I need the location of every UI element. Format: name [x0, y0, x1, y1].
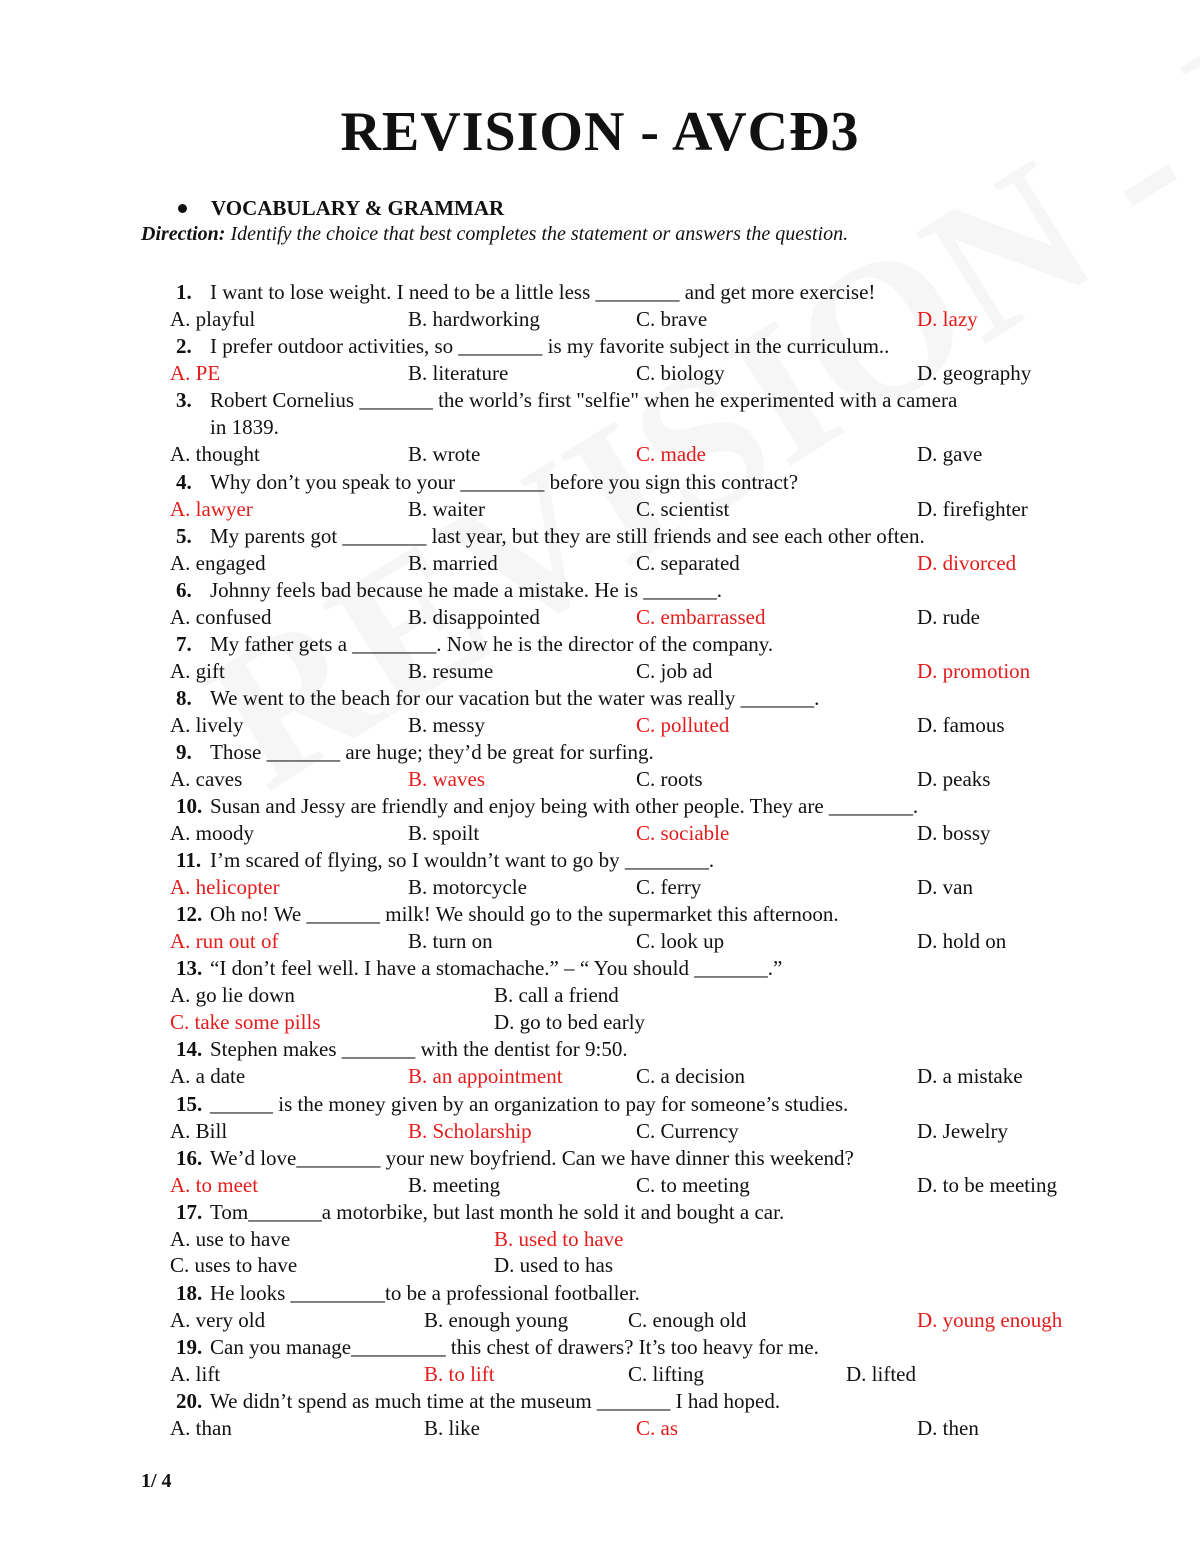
page-number: 1/ 4 — [141, 1470, 172, 1492]
option-b: B. spoilt — [408, 821, 480, 845]
question-number: 14. — [176, 1037, 203, 1061]
option-c-correct: C. as — [636, 1416, 678, 1440]
question-number: 12. — [176, 902, 203, 926]
option-c: C. scientist — [636, 497, 730, 521]
option-a: A. engaged — [170, 551, 266, 575]
question-text: Why don’t you speak to your ________ before you sign this contract? — [210, 470, 799, 494]
question-text: Oh no! We _______ milk! We should go to the supermarket this afternoon. — [210, 902, 839, 926]
question-number: 20. — [176, 1389, 203, 1413]
option-b-correct: B. Scholarship — [408, 1119, 532, 1143]
question-number: 13. — [176, 956, 203, 980]
option-c: C. to meeting — [636, 1173, 750, 1197]
question-text: We didn’t spend as much time at the museum _______ I had hoped. — [210, 1389, 781, 1413]
question-number: 19. — [176, 1335, 203, 1359]
option-d: D. famous — [917, 713, 1005, 737]
option-c: C. ferry — [636, 875, 702, 899]
question-text-continued: in 1839. — [210, 415, 279, 439]
option-d-correct: D. lazy — [917, 307, 978, 331]
option-a: A. go lie down — [170, 983, 295, 1007]
option-d: D. hold on — [917, 929, 1007, 953]
question-text: My father gets a ________. Now he is the director of the company. — [210, 632, 774, 656]
question-text: Can you manage_________ this chest of drawers? It’s too heavy for me. — [210, 1335, 819, 1359]
question-text: Tom_______a motorbike, but last month he sold it and bought a car. — [210, 1200, 785, 1224]
question-text: We’d love________ your new boyfriend. Can we have dinner this weekend? — [210, 1146, 854, 1170]
option-a-correct: A. to meet — [170, 1173, 259, 1197]
question-text: Those _______ are huge; they’d be great for surfing. — [210, 740, 654, 764]
option-d: D. gave — [917, 442, 983, 466]
option-d: D. used to has — [494, 1253, 613, 1277]
option-b-correct: B. to lift — [424, 1362, 495, 1386]
option-d-correct: D. promotion — [917, 659, 1031, 683]
option-d-correct: D. divorced — [917, 551, 1017, 575]
option-c: C. enough old — [628, 1308, 747, 1332]
option-c-correct: C. take some pills — [170, 1010, 321, 1034]
option-c-correct: C. sociable — [636, 821, 730, 845]
option-d: D. lifted — [846, 1362, 916, 1386]
question-number: 6. — [176, 578, 192, 602]
question-number: 15. — [176, 1092, 203, 1116]
option-d: D. then — [917, 1416, 979, 1440]
option-b: B. motorcycle — [408, 875, 527, 899]
question-number: 16. — [176, 1146, 203, 1170]
option-b: B. disappointed — [408, 605, 540, 629]
option-b: B. resume — [408, 659, 494, 683]
question-text: My parents got ________ last year, but they are still friends and see each other often. — [210, 524, 925, 548]
option-a: A. lift — [170, 1362, 221, 1386]
option-a-correct: A. helicopter — [170, 875, 280, 899]
question-number: 10. — [176, 794, 203, 818]
question-text: He looks _________to be a professional footballer. — [210, 1281, 640, 1305]
option-c: C. lifting — [628, 1362, 704, 1386]
option-b: B. like — [424, 1416, 480, 1440]
option-a: A. a date — [170, 1064, 246, 1088]
option-d: D. peaks — [917, 767, 991, 791]
option-a: A. Bill — [170, 1119, 228, 1143]
option-b: B. call a friend — [494, 983, 619, 1007]
option-a: A. than — [170, 1416, 232, 1440]
option-a-correct: A. lawyer — [170, 497, 253, 521]
option-c-correct: C. made — [636, 442, 706, 466]
option-a-correct: A. PE — [170, 361, 221, 385]
option-b: B. turn on — [408, 929, 493, 953]
question-text: Robert Cornelius _______ the world’s first "selfie" when he experimented with a camera — [210, 388, 958, 412]
option-d: D. bossy — [917, 821, 991, 845]
option-b: B. meeting — [408, 1173, 501, 1197]
question-number: 18. — [176, 1281, 203, 1305]
question-text: ______ is the money given by an organization to pay for someone’s studies. — [210, 1092, 849, 1116]
option-c: C. Currency — [636, 1119, 739, 1143]
option-b: B. waiter — [408, 497, 485, 521]
question-number: 8. — [176, 686, 192, 710]
option-b: B. married — [408, 551, 498, 575]
bullet-icon — [178, 204, 187, 213]
option-b: B. hardworking — [408, 307, 540, 331]
option-c: C. job ad — [636, 659, 713, 683]
question-number: 3. — [176, 388, 192, 412]
option-d: D. go to bed early — [494, 1010, 646, 1034]
option-a: A. caves — [170, 767, 243, 791]
question-number: 11. — [176, 848, 202, 872]
option-c: C. uses to have — [170, 1253, 298, 1277]
option-d: D. a mistake — [917, 1064, 1023, 1088]
direction — [141, 223, 848, 246]
question-number: 17. — [176, 1200, 203, 1224]
section-title: VOCABULARY & GRAMMAR — [211, 196, 505, 220]
question-text: We went to the beach for our vacation but the water was really _______. — [210, 686, 820, 710]
question-number: 1. — [176, 280, 192, 304]
option-a: A. very old — [170, 1308, 266, 1332]
option-a: A. thought — [170, 442, 260, 466]
option-b-correct: B. used to have — [494, 1227, 624, 1251]
question-text: I want to lose weight. I need to be a little less ________ and get more exercise! — [210, 280, 876, 304]
direction-label: Direction: — [141, 223, 226, 245]
direction-text: Identify the choice that best completes the statement or answers the question. — [225, 223, 849, 245]
option-d: D. geography — [917, 361, 1032, 385]
question-text: “I don’t feel well. I have a stomachache.” – “ You should _______.” — [210, 956, 783, 980]
option-a: A. gift — [170, 659, 225, 683]
question-number: 9. — [176, 740, 192, 764]
option-a: A. playful — [170, 307, 256, 331]
option-c: C. a decision — [636, 1064, 746, 1088]
option-d: D. van — [917, 875, 973, 899]
option-b-correct: B. waves — [408, 767, 485, 791]
option-d: D. firefighter — [917, 497, 1028, 521]
option-b: B. enough young — [424, 1308, 569, 1332]
option-c-correct: C. embarrassed — [636, 605, 766, 629]
option-b-correct: B. an appointment — [408, 1064, 563, 1088]
option-b: B. literature — [408, 361, 509, 385]
question-text: Susan and Jessy are friendly and enjoy being with other people. They are ________. — [210, 794, 919, 818]
option-a: A. lively — [170, 713, 244, 737]
question-text: Stephen makes _______ with the dentist for 9:50. — [210, 1037, 628, 1061]
option-c: C. biology — [636, 361, 725, 385]
option-b: B. messy — [408, 713, 486, 737]
option-a: A. moody — [170, 821, 254, 845]
section-heading — [178, 196, 504, 221]
option-d: D. Jewelry — [917, 1119, 1008, 1143]
question-number: 7. — [176, 632, 192, 656]
option-c: C. roots — [636, 767, 703, 791]
option-d: D. to be meeting — [917, 1173, 1057, 1197]
option-b: B. wrote — [408, 442, 481, 466]
question-number: 2. — [176, 334, 192, 358]
question-text: I prefer outdoor activities, so ________ is my favorite subject in the curriculum.. — [210, 334, 890, 358]
option-c: C. look up — [636, 929, 725, 953]
option-c-correct: C. polluted — [636, 713, 730, 737]
option-a-correct: A. run out of — [170, 929, 279, 953]
option-d-correct: D. young enough — [917, 1308, 1063, 1332]
option-a: A. use to have — [170, 1227, 291, 1251]
question-text: I’m scared of flying, so I wouldn’t want to go by ________. — [210, 848, 715, 872]
page-title: REVISION - AVCĐ3 — [340, 101, 860, 163]
question-number: 5. — [176, 524, 192, 548]
option-a: A. confused — [170, 605, 272, 629]
question-number: 4. — [176, 470, 192, 494]
option-c: C. separated — [636, 551, 740, 575]
option-d: D. rude — [917, 605, 980, 629]
question-text: Johnny feels bad because he made a mistake. He is _______. — [210, 578, 723, 602]
option-c: C. brave — [636, 307, 708, 331]
